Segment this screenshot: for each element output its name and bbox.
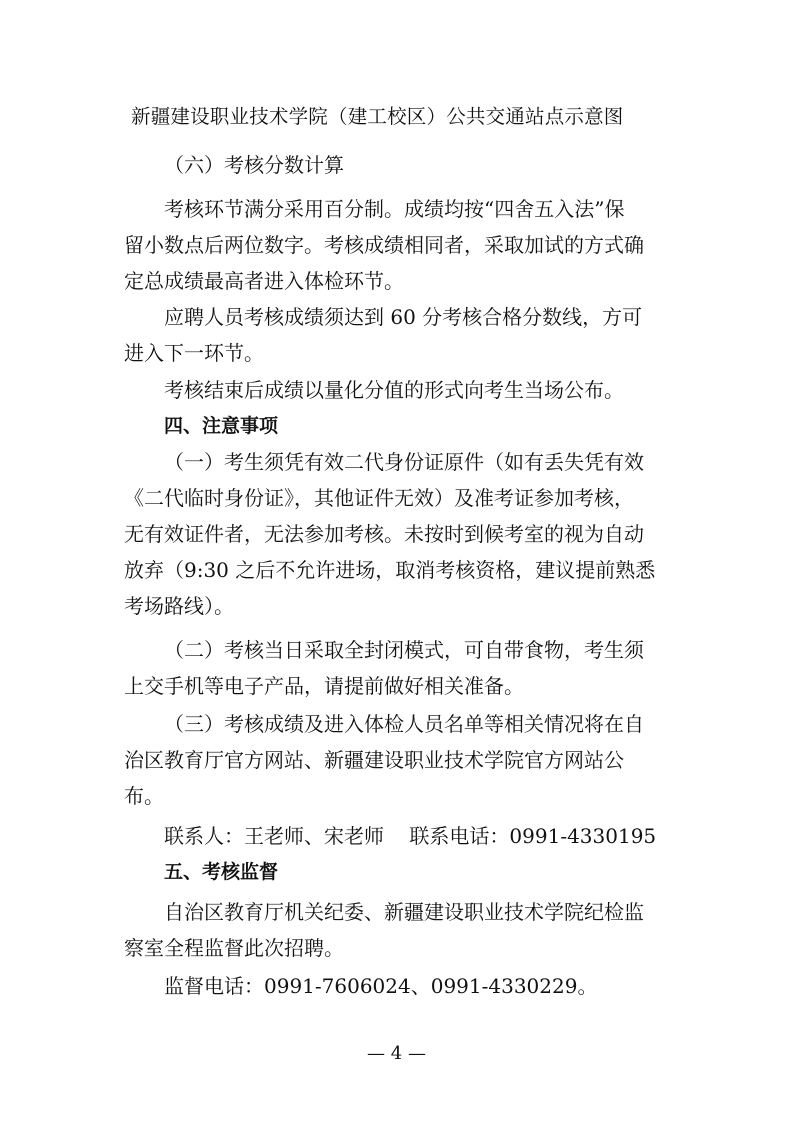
paragraph-line: 放弃（9:30 之后不允许进场，取消考核资格，建议提前熟悉 bbox=[124, 558, 656, 582]
paragraph-line: （二）考核当日采取全封闭模式，可自带食物，考生须 bbox=[164, 638, 644, 662]
paragraph-line: 自治区教育厅机关纪委、新疆建设职业技术学院纪检监 bbox=[164, 900, 644, 924]
paragraph-line: 考核结束后成绩以量化分值的形式向考生当场公布。 bbox=[164, 378, 624, 402]
paragraph-line: 考场路线）。 bbox=[124, 594, 234, 618]
paragraph-line: 进入下一环节。 bbox=[124, 341, 264, 365]
subsection-heading-score: （六）考核分数计算 bbox=[164, 153, 344, 177]
paragraph-line: 应聘人员考核成绩须达到 60 分考核合格分数线，方可 bbox=[164, 305, 643, 329]
paragraph-line: 定总成绩最高者进入体检环节。 bbox=[124, 269, 404, 293]
figure-caption: 新疆建设职业技术学院（建工校区）公共交通站点示意图 bbox=[131, 105, 624, 128]
paragraph-line: 察室全程监督此次招聘。 bbox=[124, 936, 344, 960]
section-heading-notes: 四、注意事项 bbox=[164, 415, 279, 437]
paragraph-line: 治区教育厅官方网站、新疆建设职业技术学院官方网站公 bbox=[124, 748, 624, 772]
paragraph-line: （一）考生须凭有效二代身份证原件（如有丢失凭有效 bbox=[164, 450, 644, 474]
paragraph-line: 布。 bbox=[124, 784, 164, 808]
paragraph-line: 上交手机等电子产品，请提前做好相关准备。 bbox=[124, 674, 524, 698]
supervision-phone-line: 监督电话：0991-7606024、0991-4330229。 bbox=[164, 974, 598, 998]
page-number: — 4 — bbox=[367, 1043, 426, 1064]
paragraph-line: 无有效证件者，无法参加考核。未按时到候考室的视为自动 bbox=[124, 522, 644, 546]
section-heading-supervision: 五、考核监督 bbox=[164, 861, 279, 883]
paragraph-line: 考核环节满分采用百分制。成绩均按“四舍五入法”保 bbox=[164, 197, 625, 221]
paragraph-line: 留小数点后两位数字。考核成绩相同者，采取加试的方式确 bbox=[124, 233, 644, 257]
paragraph-line: （三）考核成绩及进入体检人员名单等相关情况将在自 bbox=[164, 712, 644, 736]
contact-line: 联系人：王老师、宋老师 联系电话：0991-4330195 bbox=[164, 824, 657, 848]
paragraph-line: 《二代临时身份证》，其他证件无效）及准考证参加考核， bbox=[124, 486, 634, 510]
